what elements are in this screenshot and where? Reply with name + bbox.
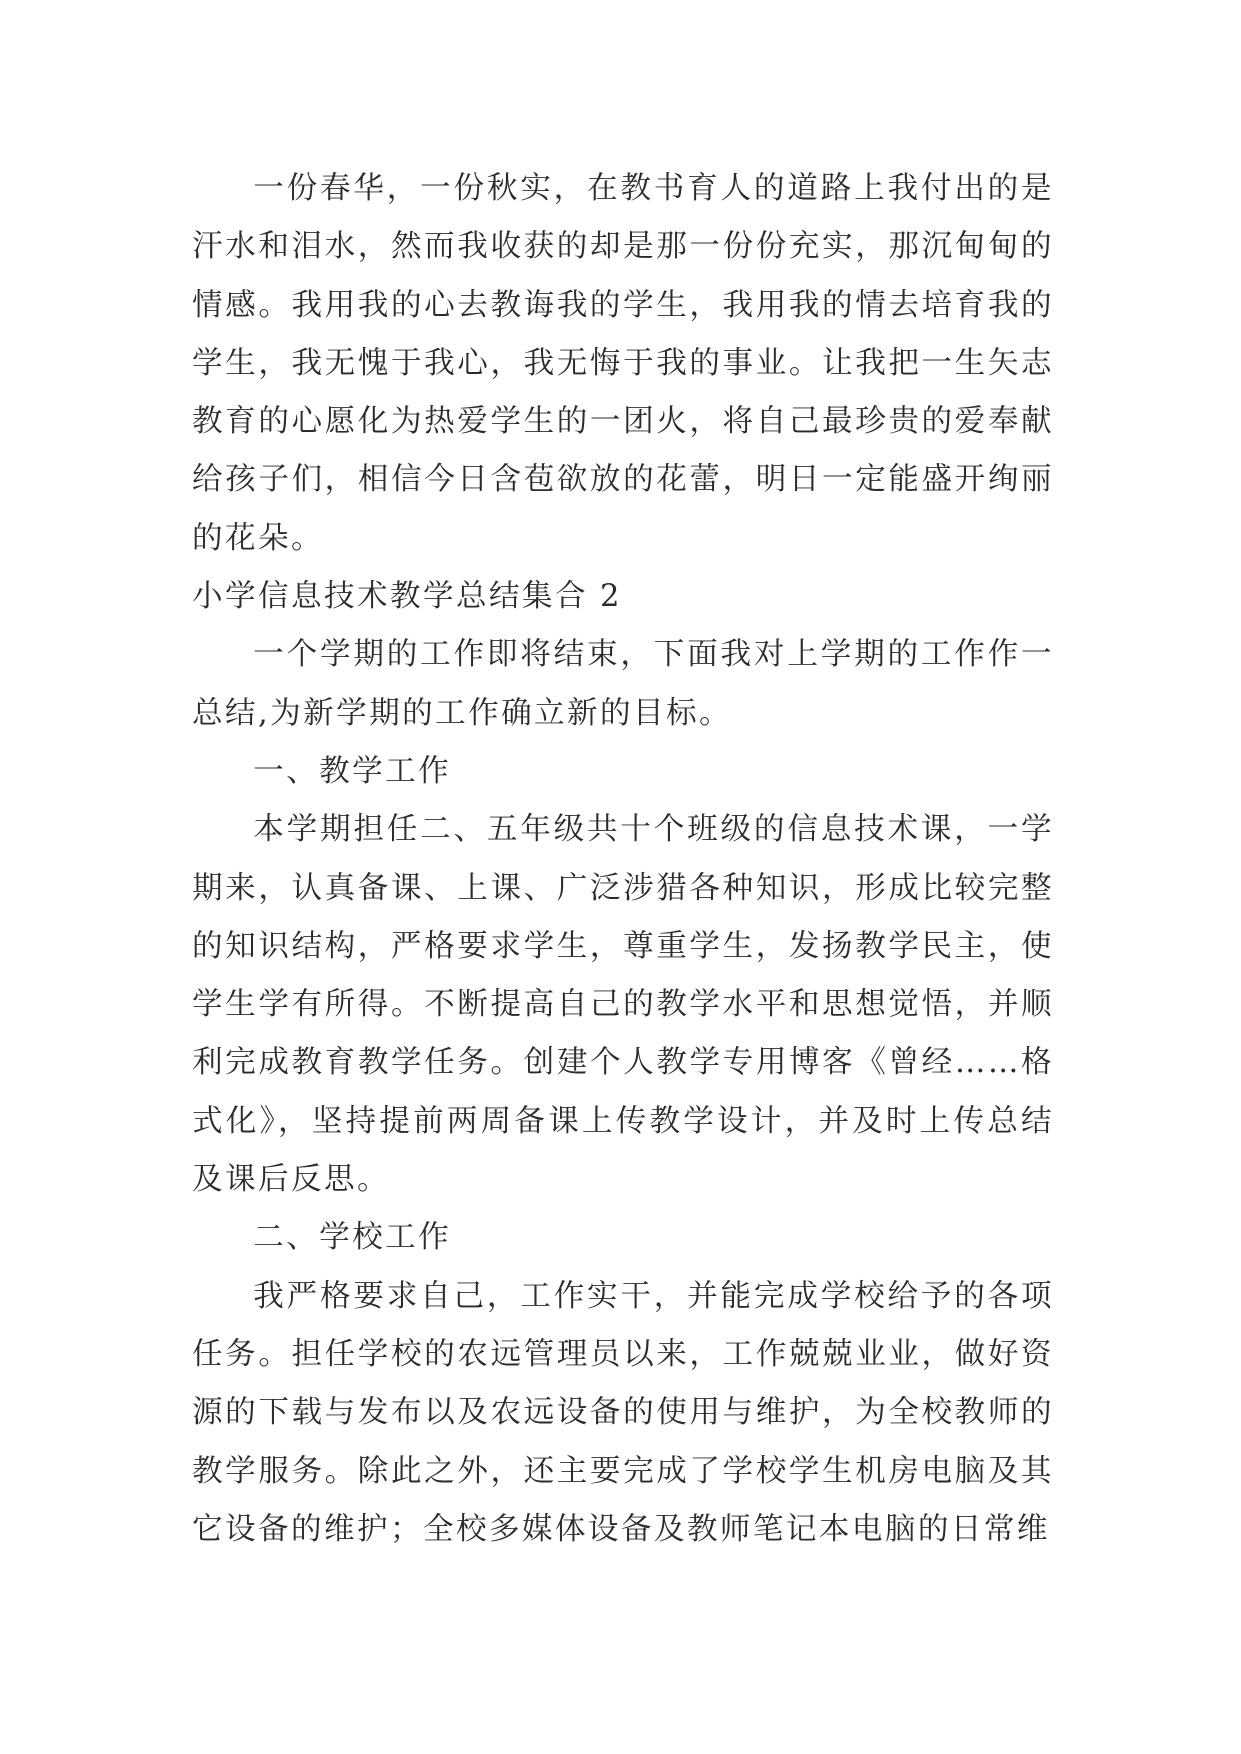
paragraph-reflection: 一份春华，一份秋实，在教书育人的道路上我付出的是汗水和泪水，然而我收获的却是那一份份充实，那沉甸甸的情感。我用我的心去教诲我的学生，我用我的情去培育我的学生，我无愧于我心，我无悔于我的事业。让我把一生矢志教育的心愿化为热爱学生的一团火，将自己最珍贵的爱奉献给孩子们，相信今日含苞欲放的花蕾，明日一定能盛开绚丽的花朵。	[192, 171, 1054, 556]
paragraph-intro: 一个学期的工作即将结束，下面我对上学期的工作作一总结,为新学期的工作确立新的目标。	[192, 637, 1054, 731]
document-body	[192, 160, 1054, 1559]
heading-school-work: 二、学校工作	[253, 1220, 452, 1256]
paragraph-teaching-work: 本学期担任二、五年级共十个班级的信息技术课，一学期来，认真备课、上课、广泛涉猎各种知识，形成比较完整的知识结构，严格要求学生，尊重学生，发扬教学民主，使学生学有所得。不断提高自己的教学水平和思想觉悟，并顺利完成教育教学任务。创建个人教学专用博客《曾经……格式化》，坚持提前两周备课上传教学设计，并及时上传总结及课后反思。	[192, 812, 1054, 1198]
paragraph-school-work: 我严格要求自己，工作实干，并能完成学校给予的各项任务。担任学校的农远管理员以来，工作兢兢业业，做好资源的下载与发布以及农远设备的使用与维护，为全校教师的教学服务。除此之外，还主要完成了学校学生机房电脑及其它设备的维护；全校多媒体设备及教师笔记本电脑的日常维	[192, 1278, 1054, 1547]
heading-teaching-work: 一、教学工作	[253, 753, 452, 789]
section-title: 小学信息技术教学总结集合 2	[192, 579, 622, 615]
